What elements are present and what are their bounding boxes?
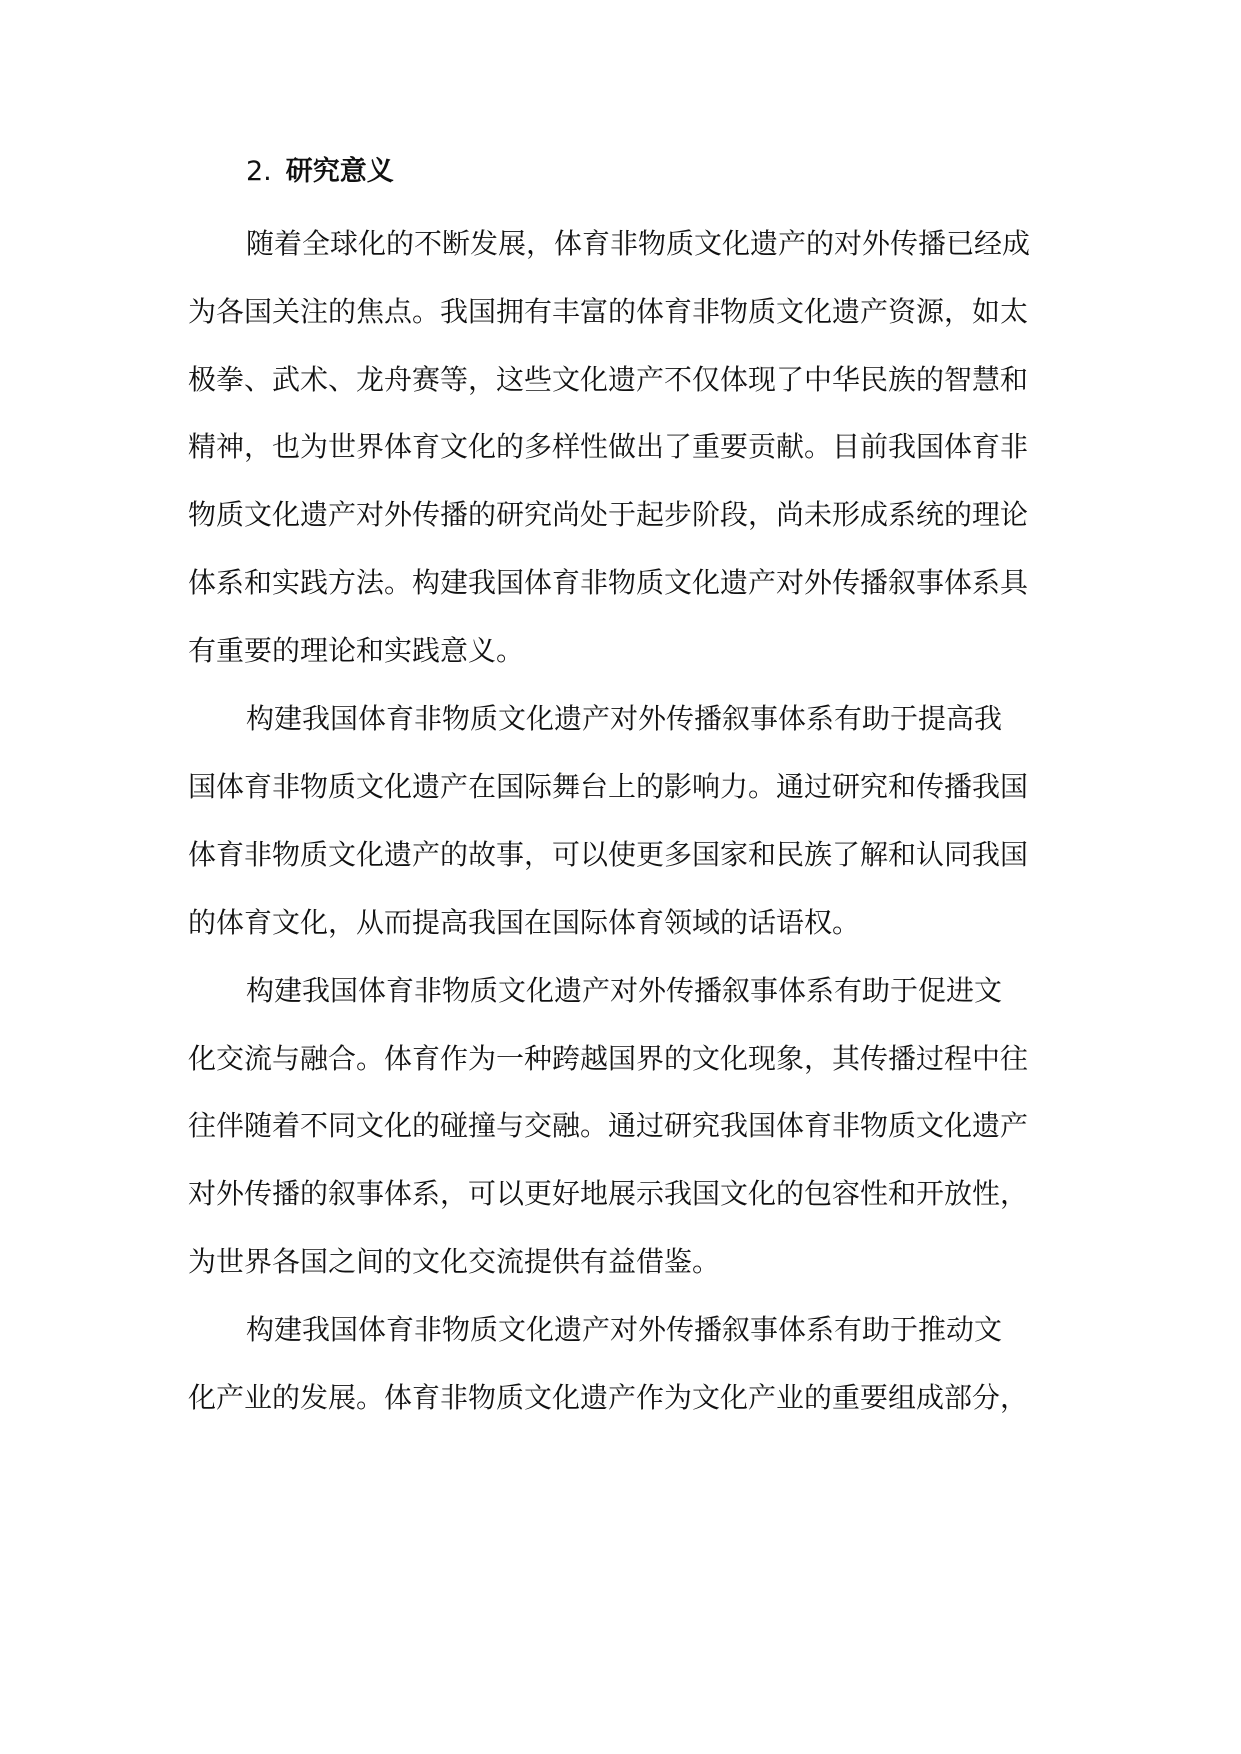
paragraph-line: 物质文化遗产对外传播的研究尚处于起步阶段，尚未形成系统的理论 [188, 498, 1029, 531]
paragraph-line: 为各国关注的焦点。我国拥有丰富的体育非物质文化遗产资源，如太 [188, 295, 1029, 328]
paragraph-line: 有重要的理论和实践意义。 [188, 634, 525, 667]
section-number: 2. [246, 156, 272, 187]
paragraph-line: 极拳、武术、龙舟赛等，这些文化遗产不仅体现了中华民族的智慧和 [188, 363, 1029, 396]
paragraph-line: 精神，也为世界体育文化的多样性做出了重要贡献。目前我国体育非 [188, 430, 1029, 463]
paragraph-line: 随着全球化的不断发展，体育非物质文化遗产的对外传播已经成 [246, 227, 1031, 260]
paragraph-line: 为世界各国之间的文化交流提供有益借鉴。 [188, 1245, 721, 1278]
paragraph-line: 的体育文化，从而提高我国在国际体育领域的话语权。 [188, 906, 861, 939]
paragraph-line: 构建我国体育非物质文化遗产对外传播叙事体系有助于促进文 [246, 974, 1003, 1007]
paragraph-line: 往伴随着不同文化的碰撞与交融。通过研究我国体育非物质文化遗产 [188, 1109, 1029, 1142]
paragraph-line: 构建我国体育非物质文化遗产对外传播叙事体系有助于推动文 [246, 1313, 1003, 1346]
paragraph-line: 构建我国体育非物质文化遗产对外传播叙事体系有助于提高我 [246, 702, 1003, 735]
paragraph-line: 国体育非物质文化遗产在国际舞台上的影响力。通过研究和传播我国 [188, 770, 1029, 803]
paragraph-line: 体育非物质文化遗产的故事，可以使更多国家和民族了解和认同我国 [188, 838, 1029, 871]
paragraph-line: 化产业的发展。体育非物质文化遗产作为文化产业的重要组成部分， [188, 1381, 1029, 1414]
paragraph-line: 化交流与融合。体育作为一种跨越国界的文化现象，其传播过程中往 [188, 1042, 1029, 1075]
section-heading [246, 150, 394, 194]
paragraph-line: 对外传播的叙事体系，可以更好地展示我国文化的包容性和开放性， [188, 1177, 1029, 1210]
section-title: 研究意义 [285, 156, 394, 187]
paragraph-line: 体系和实践方法。构建我国体育非物质文化遗产对外传播叙事体系具 [188, 566, 1029, 599]
